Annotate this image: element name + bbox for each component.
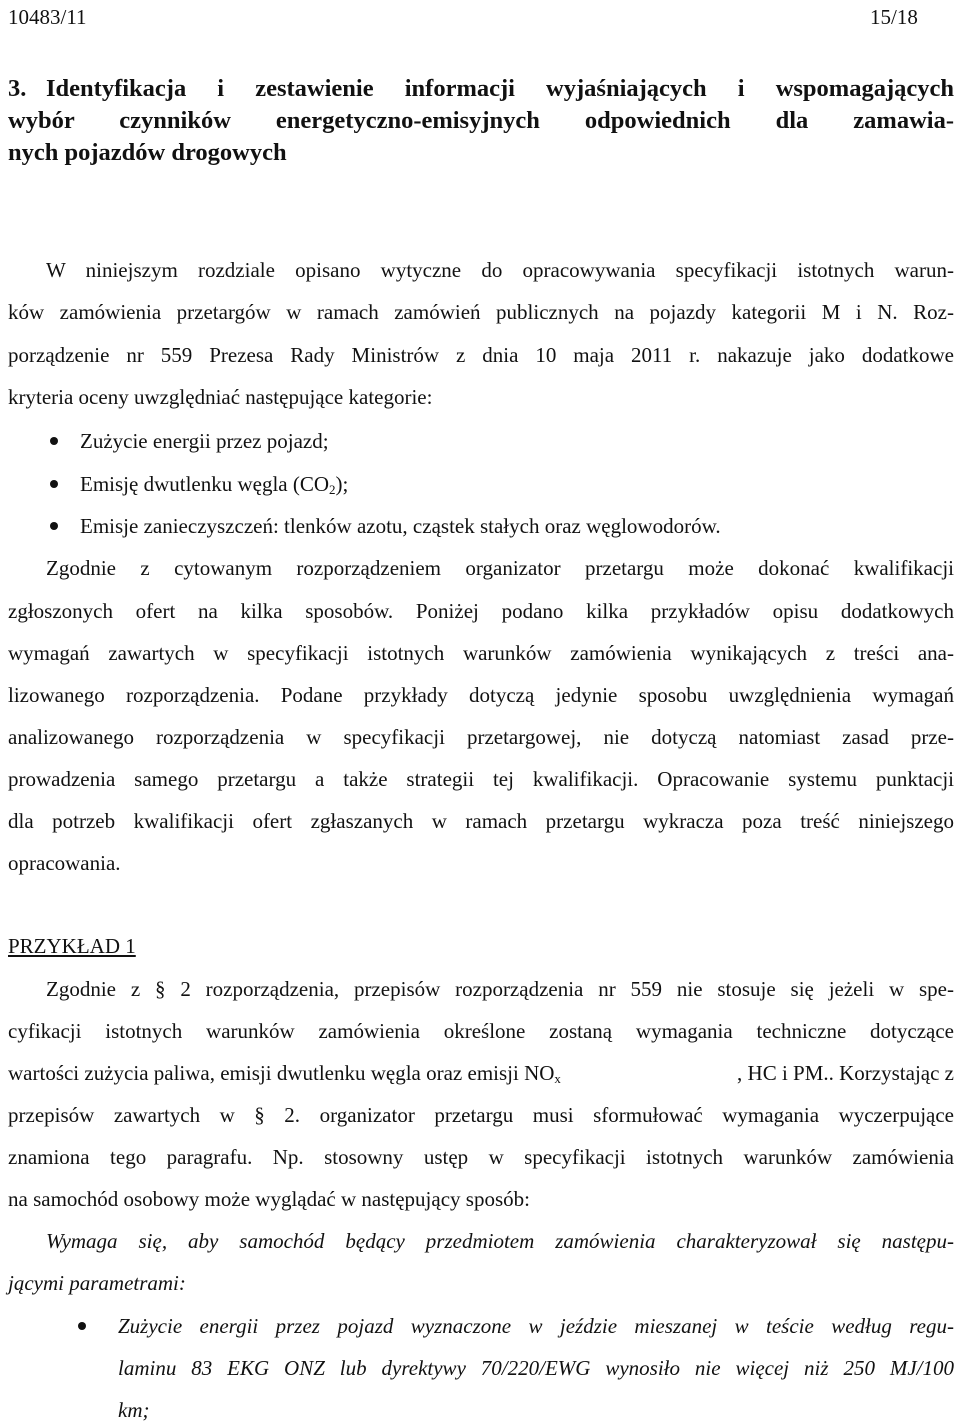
- criteria-item-pollutants: Emisje zanieczyszczeń: tlenków azotu, cząstek stałych oraz węglowodorów.: [80, 514, 721, 538]
- example-bullet-line-1: Zużycie energii przez pojazd wyznaczone w jeździe mieszanej w teście według regu-: [118, 1314, 954, 1338]
- section-title-line-1: Identyfikacja i zestawienie informacji wyjaśniających i wspomagających: [46, 75, 954, 102]
- example-line-3: wartości zużycia paliwa, emisji dwutlenku węgla oraz emisji $NO_x$ , HC i PM.. Korzystając z: [8, 1061, 954, 1086]
- bullet-icon: [50, 437, 58, 445]
- intro-line-3: porządzenie nr 559 Prezesa Rady Ministrów z dnia 10 maja 2011 r. nakazuje jako dodatkowe: [8, 343, 954, 367]
- section-title-line-3: nych pojazdów drogowych: [8, 139, 287, 166]
- body-line-4: lizowanego rozporządzenia. Podane przykłady dotyczą jedynie sposobu uwzględnienia wymagań: [8, 683, 954, 707]
- bullet-icon: [50, 522, 58, 530]
- example-italic-line-2: jącymi parametrami:: [8, 1271, 186, 1295]
- section-title-line-2: wybór czynników energetyczno-emisyjnych odpowiednich dla zamawia-: [8, 107, 954, 134]
- body-line-6: prowadzenia samego przetargu a także strategii tej kwalifikacji. Opracowanie systemu punktacji: [8, 767, 954, 791]
- section-number: 3.: [8, 75, 27, 102]
- body-line-1: Zgodnie z cytowanym rozporządzeniem organizator przetargu może dokonać kwalifikacji: [46, 556, 954, 580]
- body-line-3: wymagań zawartych w specyfikacji istotnych warunków zamówienia wynikających z treści ana-: [8, 641, 954, 665]
- example-line-1: Zgodnie z § 2 rozporządzenia, przepisów rozporządzenia nr 559 nie stosuje się jeżeli w spe-: [46, 977, 954, 1001]
- bullet-icon: [50, 480, 58, 488]
- example-italic-line-1: Wymaga się, aby samochód będący przedmiotem zamówienia charakteryzował się następu-: [46, 1229, 954, 1253]
- criteria-item-co2: Emisję dwutlenku węgla $(CO_2)$;: [80, 472, 349, 497]
- criteria-item-energy: Zużycie energii przez pojazd;: [80, 429, 329, 453]
- example-line-5: znamiona tego paragrafu. Np. stosowny ustęp w specyfikacji istotnych warunków zamówienia: [8, 1145, 954, 1169]
- example-line-2: cyfikacji istotnych warunków zamówienia określone zostaną wymagania techniczne dotyczące: [8, 1019, 954, 1043]
- example-bullet-line-2: laminu 83 EKG ONZ lub dyrektywy 70/220/EWG wynosiło nie więcej niż 250 MJ/100: [118, 1356, 954, 1380]
- body-line-2: zgłoszonych ofert na kilka sposobów. Poniżej podano kilka przykładów opisu dodatkowych: [8, 599, 954, 623]
- example-bullet-line-3: km;: [118, 1398, 150, 1422]
- intro-line-4: kryteria oceny uwzględniać następujące kategorie:: [8, 385, 433, 409]
- document-number: 10483/11: [8, 5, 87, 29]
- page-number: 15/18: [870, 5, 918, 29]
- example-heading: PRZYKŁAD 1: [8, 934, 136, 958]
- example-line-6: na samochód osobowy może wyglądać w następujący sposób:: [8, 1187, 530, 1211]
- intro-line-1: W niniejszym rozdziale opisano wytyczne do opracowywania specyfikacji istotnych warun-: [46, 258, 954, 282]
- body-line-5: analizowanego rozporządzenia w specyfikacji przetargowej, nie dotyczą natomiast zasad prze-: [8, 725, 954, 749]
- intro-line-2: ków zamówienia przetargów w ramach zamówień publicznych na pojazdy kategorii M i N. Roz-: [8, 300, 954, 324]
- body-line-8: opracowania.: [8, 851, 121, 875]
- bullet-icon: [78, 1322, 86, 1330]
- body-line-7: dla potrzeb kwalifikacji ofert zgłaszanych w ramach przetargu wykracza poza treść niniejszego: [8, 809, 954, 833]
- example-line-4: przepisów zawartych w § 2. organizator przetargu musi sformułować wymagania wyczerpujące: [8, 1103, 954, 1127]
